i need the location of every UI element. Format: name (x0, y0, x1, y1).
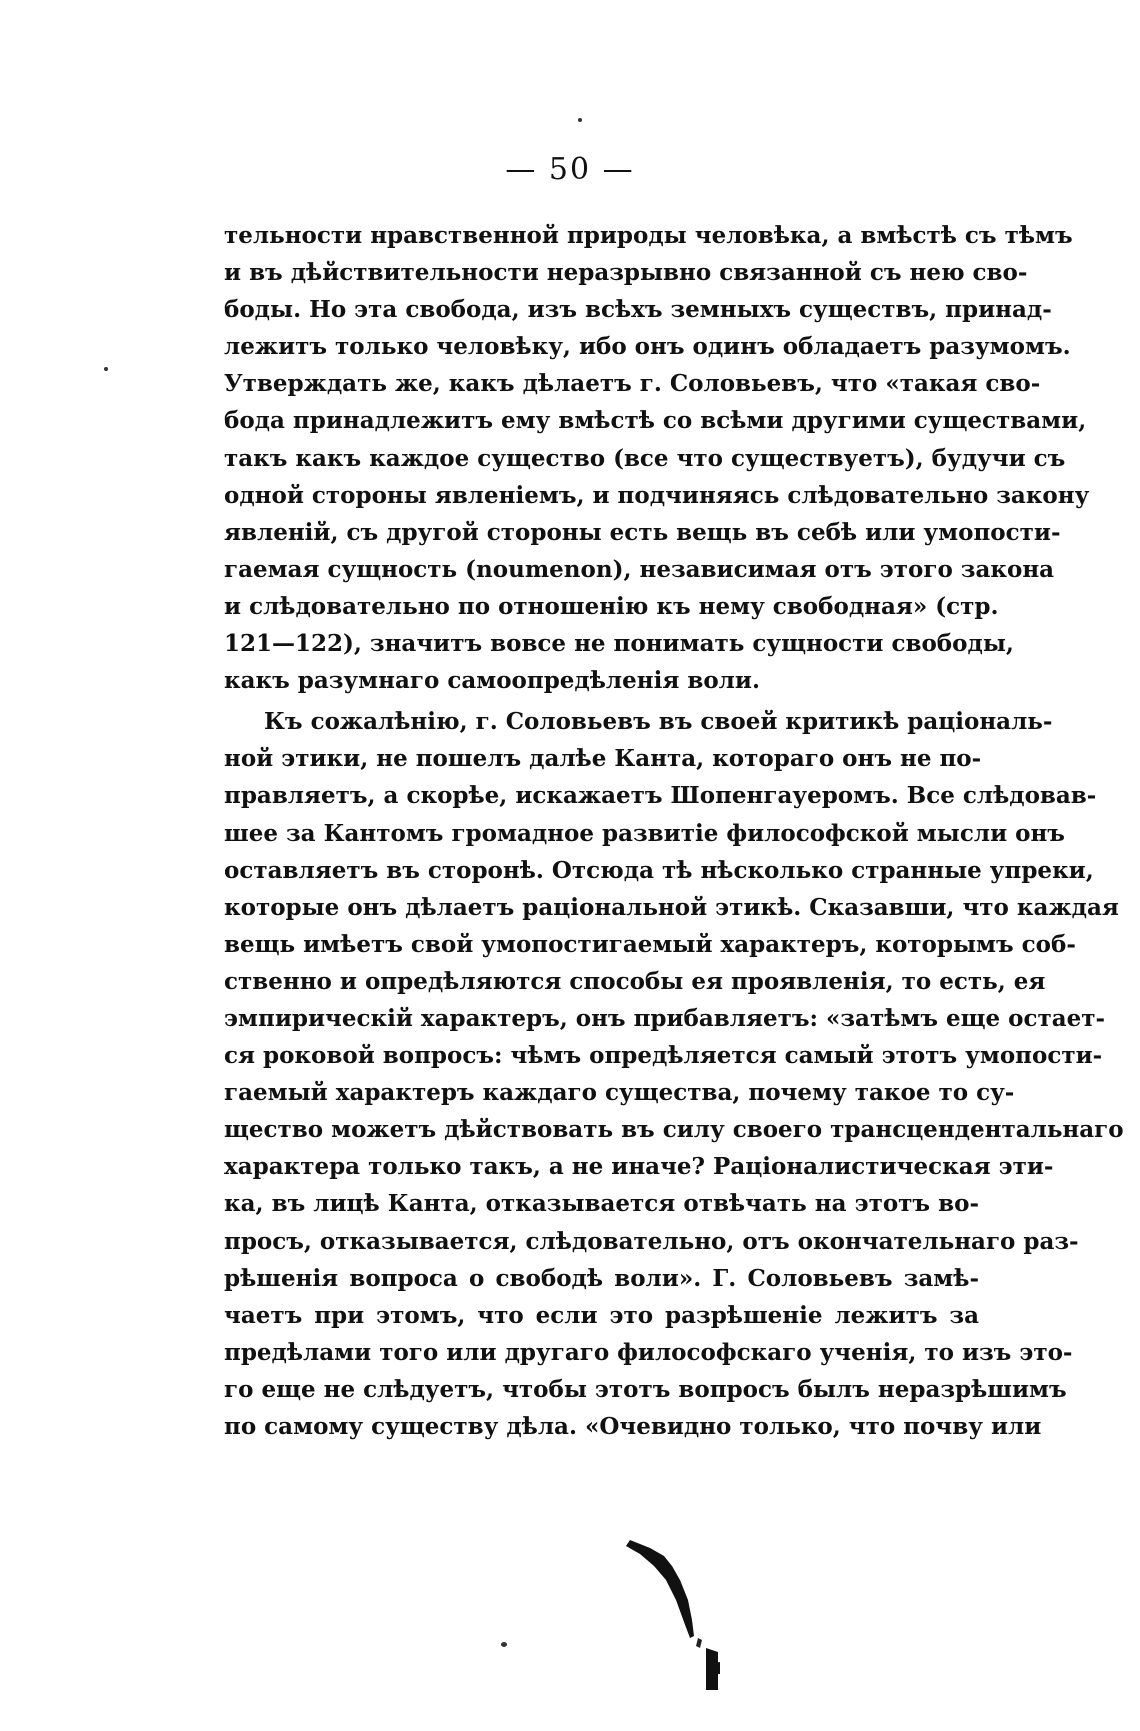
body-text (224, 217, 1124, 1445)
text-line: которые онъ дѣлаетъ раціональной этикѣ. Сказавши, что каждая (224, 893, 1119, 921)
text-line: предѣлами того или другаго философскаго ученія, то изъ это- (224, 1338, 1073, 1366)
text-line: ся роковой вопросъ: чѣмъ опредѣляется самый этотъ умопости- (224, 1042, 1103, 1070)
text-line: просъ, отказывается, слѣдовательно, отъ окончательнаго раз- (224, 1227, 1079, 1255)
text-line: явленій, съ другой стороны есть вещь въ себѣ или умопости- (224, 518, 1061, 546)
text-line: ной этики, не пошелъ далѣе Канта, котораго онъ не по- (224, 745, 982, 773)
speck (104, 367, 108, 371)
text-line: лежитъ только человѣку, ибо онъ одинъ обладаетъ разумомъ. (224, 333, 1071, 361)
text-line: ственно и опредѣляются способы ея проявленія, то есть, ея (224, 967, 1046, 995)
text-line: щество можетъ дѣйствовать въ силу своего трансцендентальнаго (224, 1116, 1124, 1144)
text-line: одной стороны явленіемъ, и подчиняясь слѣдовательно закону (224, 481, 1090, 509)
text-line: Утверждать же, какъ дѣлаетъ г. Соловьевъ, что «такая сво- (224, 370, 1041, 398)
paragraph-1 (224, 217, 1090, 699)
text-line: чаетъ при этомъ, что если это разрѣшеніе лежитъ за (224, 1301, 979, 1329)
paragraph-2 (224, 703, 1124, 1445)
text-line: такъ какъ каждое существо (все что существуетъ), будучи съ (224, 444, 1066, 472)
text-line: гаемая сущность (noumenon), независимая отъ этого закона (224, 555, 1055, 583)
text-line: бода принадлежитъ ему вмѣстѣ со всѣми другими существами, (224, 407, 1087, 435)
text-line: тельности нравственной природы человѣка, а вмѣстѣ съ тѣмъ (224, 222, 1073, 249)
text-line: 121—122), значитъ вовсе не понимать сущности свободы, (224, 630, 1014, 658)
text-line: рѣшенія вопроса о свободѣ воли». Г. Соловьевъ замѣ- (224, 1264, 979, 1292)
speck (578, 118, 582, 122)
text-line: оставляетъ въ сторонѣ. Отсюда тѣ нѣсколько странные упреки, (224, 856, 1094, 884)
text-line: по самому существу дѣла. «Очевидно только, что почву или (224, 1413, 1042, 1440)
text-line: шее за Кантомъ громадное развитіе философской мысли онъ (224, 819, 1065, 847)
text-line: эмпирическій характеръ, онъ прибавляетъ: «затѣмъ еще остает- (224, 1004, 1106, 1032)
text-line: правляетъ, а скорѣе, искажаетъ Шопенгауеромъ. Все слѣдовав- (224, 782, 1097, 810)
text-line: и въ дѣйствительности неразрывно связанной съ нею сво- (224, 259, 1028, 287)
page-number: — 50 — (505, 152, 635, 187)
text-line: ка, въ лицѣ Канта, отказывается отвѣчать на этотъ во- (224, 1190, 979, 1218)
text-line: характера только такъ, а не иначе? Раціоналистическая эти- (224, 1153, 1054, 1181)
text-line: вещь имѣетъ свой умопостигаемый характеръ, которымъ соб- (224, 930, 1076, 958)
text-line: го еще не слѣдуетъ, чтобы этотъ вопросъ былъ неразрѣшимъ (224, 1375, 1067, 1403)
speck (501, 1642, 507, 1647)
text-line: Къ сожалѣнію, г. Соловьевъ въ своей критикѣ раціональ- (264, 708, 1053, 736)
text-line: какъ разумнаго самоопредѣленія воли. (224, 667, 760, 695)
text-line: и слѣдовательно по отношенію къ нему свободная» (стр. (224, 592, 999, 620)
ink-blot (620, 1540, 720, 1690)
text-line: гаемый характеръ каждаго существа, почему такое то су- (224, 1079, 1015, 1107)
text-line: боды. Но эта свобода, изъ всѣхъ земныхъ существъ, принад- (224, 296, 1052, 324)
